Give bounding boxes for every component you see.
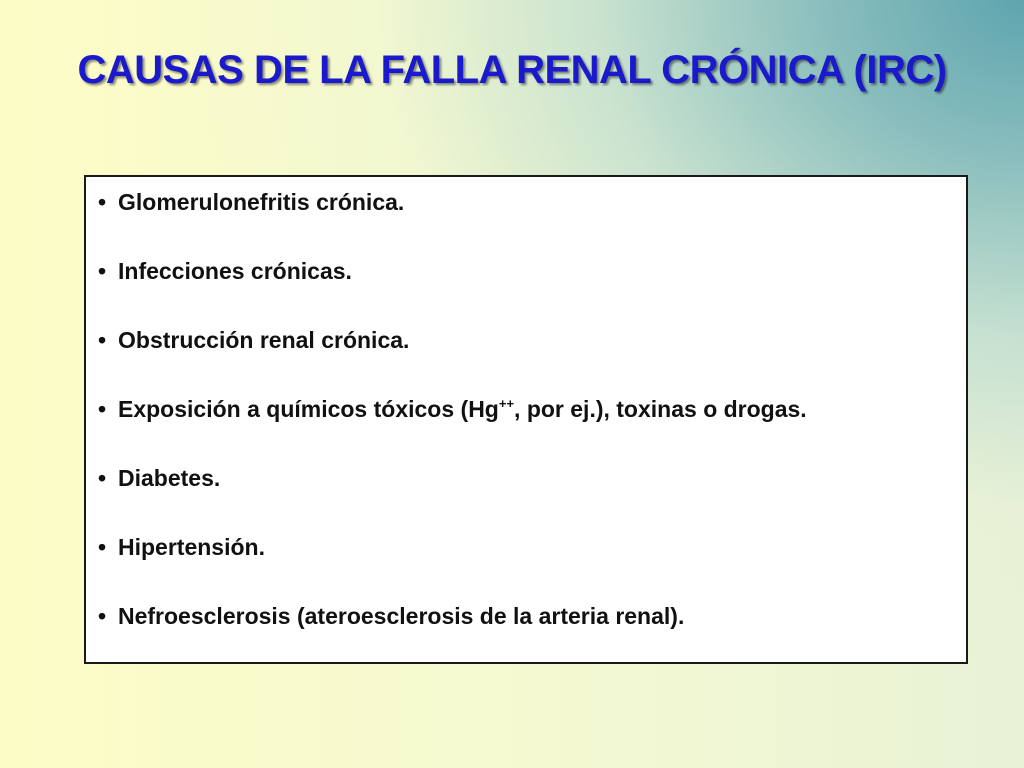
list-item-glomerulonefritis <box>98 187 952 218</box>
bullet-mark: • <box>98 189 107 215</box>
list-item-text: Glomerulonefritis crónica. <box>118 189 405 215</box>
list-item-hipertension <box>98 532 952 563</box>
list-item-text: Nefroesclerosis (ateroesclerosis de la arteria renal). <box>118 603 685 629</box>
content-box <box>84 175 968 664</box>
superscript-charge: ++ <box>498 396 515 411</box>
bullet-mark: • <box>98 603 107 629</box>
bullet-mark: • <box>98 396 107 422</box>
bullet-mark: • <box>98 534 107 560</box>
bullet-mark: • <box>98 258 107 284</box>
list-item-text: Diabetes. <box>118 465 221 491</box>
bullet-list <box>98 187 952 632</box>
list-item-text-after: , por ej.), toxinas o drogas. <box>514 396 807 422</box>
list-item-infecciones <box>98 256 952 287</box>
bullet-mark: • <box>98 465 107 491</box>
list-item-exposicion <box>98 394 952 425</box>
list-item-nefroesclerosis <box>98 601 952 632</box>
list-item-diabetes <box>98 463 952 494</box>
list-item-obstruccion <box>98 325 952 356</box>
list-item-text: Obstrucción renal crónica. <box>118 327 410 353</box>
slide-title: CAUSAS DE LA FALLA RENAL CRÓNICA (IRC) <box>77 48 947 92</box>
list-item-text: Hipertensión. <box>118 534 265 560</box>
list-item-text-before: Exposición a químicos tóxicos (Hg <box>118 396 499 422</box>
list-item-text: Infecciones crónicas. <box>118 258 352 284</box>
bullet-mark: • <box>98 327 107 353</box>
